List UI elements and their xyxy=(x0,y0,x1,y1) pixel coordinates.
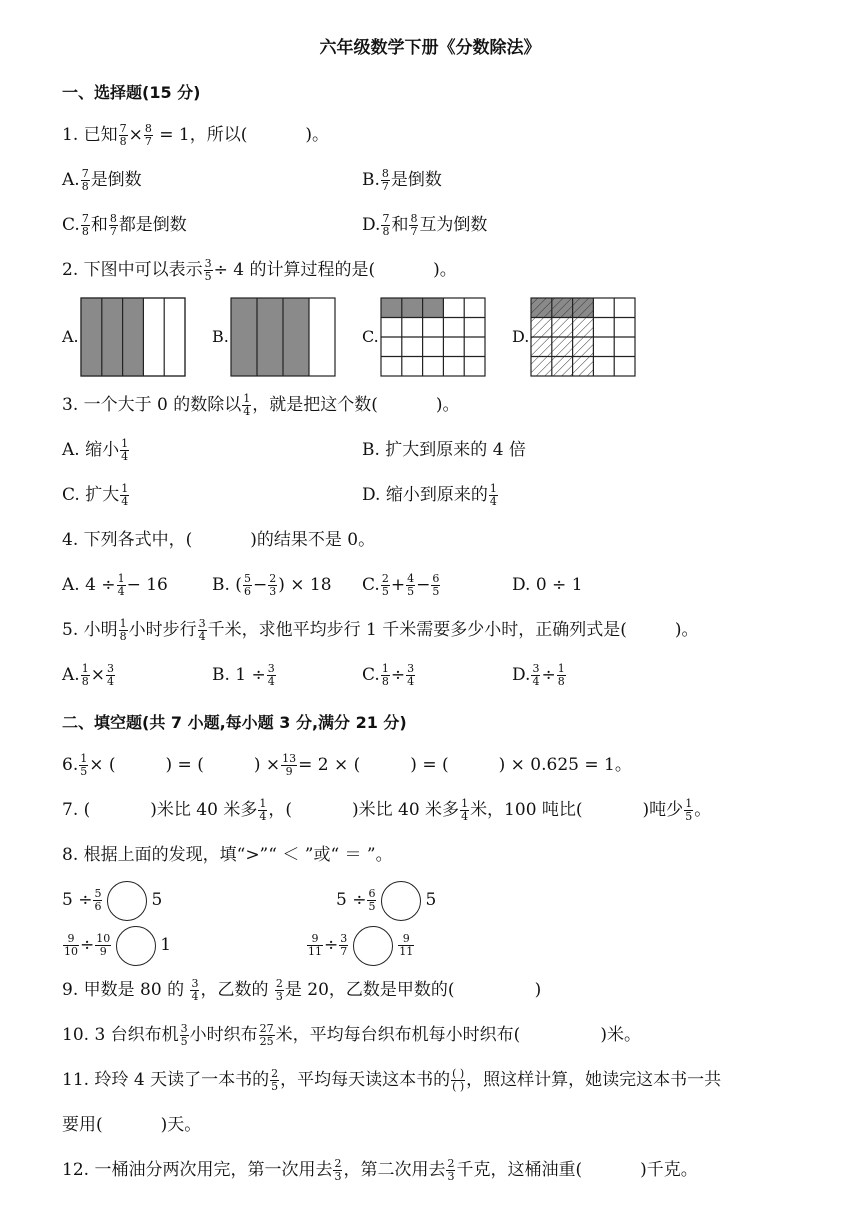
q3-option-c: C. 扩大 $\frac{1}{4}$ xyxy=(62,482,129,508)
q1-option-c: C. $\frac{7}{8}$ 和 $\frac{8}{7}$ 都是倒数 xyxy=(62,212,187,238)
question-9: 9. 甲数是 80 的 $\frac{3}{4}$ ，乙数的 $\frac{2}{3}$ 是 20，乙数是甲数的( ) xyxy=(62,977,542,1003)
answer-circle[interactable] xyxy=(381,881,421,921)
question-4: 4. 下列各式中，( )的结果不是 0。 xyxy=(62,530,376,550)
q2-label-c: C. xyxy=(362,327,379,346)
page-title: 六年级数学下册《分数除法》 xyxy=(319,38,541,58)
q5-option-b: B. 1 ÷ $\frac{3}{4}$ xyxy=(212,662,275,688)
q5-option-d: D. $\frac{3}{4}$ ÷ $\frac{1}{8}$ xyxy=(512,662,565,688)
q5-option-c: C. $\frac{1}{8}$ ÷ $\frac{3}{4}$ xyxy=(362,662,415,688)
question-1: 1. 已知 $\frac{7}{8}$ × $\frac{8}{7}$ = 1，所以( )。 xyxy=(62,122,330,148)
answer-circle[interactable] xyxy=(107,881,147,921)
section-heading-choice: 一、选择题(15 分) xyxy=(62,83,201,102)
q4-option-d: D. 0 ÷ 1 xyxy=(512,575,583,595)
question-11: 11. 玲玲 4 天读了一本书的 $\frac{2}{5}$ ，平均每天读这本书的 $\frac{( )}{( )}$ ，照这样计算，她读完这本书一共 xyxy=(62,1067,722,1093)
q3-option-d: D. 缩小到原来的 $\frac{1}{4}$ xyxy=(362,482,497,508)
q8-compare-3: $\frac{9}{10}$ ÷ $\frac{10}{9}$ 1 xyxy=(62,925,171,966)
section-heading-fill: 二、填空题(共 7 小题,每小题 3 分,满分 21 分) xyxy=(62,713,407,732)
question-11-cont: 要用( )天。 xyxy=(62,1115,202,1135)
question-10: 10. 3 台织布机 $\frac{3}{5}$ 小时织布 $\frac{27}{25}$ 米，平均每台织布机每小时织布( )米。 xyxy=(62,1022,641,1048)
q4-option-c: C. $\frac{2}{5}$ + $\frac{4}{5}$ − $\frac{6}{5}$ xyxy=(362,572,440,598)
q2-figure-d xyxy=(530,297,636,377)
q1-option-b: B. $\frac{8}{7}$ 是倒数 xyxy=(362,167,442,193)
q1-option-a: A. $\frac{7}{8}$ 是倒数 xyxy=(62,167,142,193)
q2-figure-a xyxy=(80,297,186,377)
q2-label-a: A. xyxy=(62,327,79,346)
q2-figure-b xyxy=(230,297,336,377)
q8-compare-2: 5 ÷ $\frac{6}{5}$ 5 xyxy=(336,880,436,921)
question-6: 6. $\frac{1}{5}$ × ( ) = ( ) × $\frac{13}{9}$ = 2 × ( ) = ( ) × 0.625 = 1。 xyxy=(62,752,632,778)
q2-label-b: B. xyxy=(212,327,229,346)
question-12: 12. 一桶油分两次用完，第一次用去 $\frac{2}{3}$ ，第二次用去 $\frac{2}{3}$ 千克，这桶油重( )千克。 xyxy=(62,1157,698,1183)
question-8: 8. 根据上面的发现，填“>”“ ＜ ”或“ ＝ ”。 xyxy=(62,845,393,865)
q4-option-a: A. 4 ÷ $\frac{1}{4}$ − 16 xyxy=(62,572,168,598)
q2-figure-c xyxy=(380,297,486,377)
q8-compare-1: 5 ÷ $\frac{5}{6}$ 5 xyxy=(62,880,162,921)
answer-circle[interactable] xyxy=(116,926,156,966)
answer-circle[interactable] xyxy=(353,926,393,966)
question-3: 3. 一个大于 0 的数除以 $\frac{1}{4}$ ，就是把这个数( )。 xyxy=(62,392,460,418)
q2-label-d: D. xyxy=(512,327,530,346)
q8-compare-4: $\frac{9}{11}$ ÷ $\frac{3}{7}$ $\frac{9}{11}$ xyxy=(306,925,415,966)
q4-option-b: B. ( $\frac{5}{6}$ − $\frac{2}{3}$ ) × 18 xyxy=(212,572,332,598)
question-2: 2. 下图中可以表示 $\frac{3}{5}$ ÷ 4 的计算过程的是( )。 xyxy=(62,257,457,283)
q3-option-b: B. 扩大到原来的 4 倍 xyxy=(362,440,526,460)
q3-option-a: A. 缩小 $\frac{1}{4}$ xyxy=(62,437,129,463)
q1-option-d: D. $\frac{7}{8}$ 和 $\frac{8}{7}$ 互为倒数 xyxy=(362,212,488,238)
q5-option-a: A. $\frac{1}{8}$ × $\frac{3}{4}$ xyxy=(62,662,114,688)
question-7: 7. ( )米比 40 米多 $\frac{1}{4}$ ，( )米比 40 米多 $\frac{1}{4}$ 米，100 吨比( )吨少 $\frac{1}{5}$ 。 xyxy=(62,797,712,823)
question-5: 5. 小明 $\frac{1}{8}$ 小时步行 $\frac{3}{4}$ 千米，求他平均步行 1 千米需要多少小时，正确列式是( )。 xyxy=(62,617,699,643)
